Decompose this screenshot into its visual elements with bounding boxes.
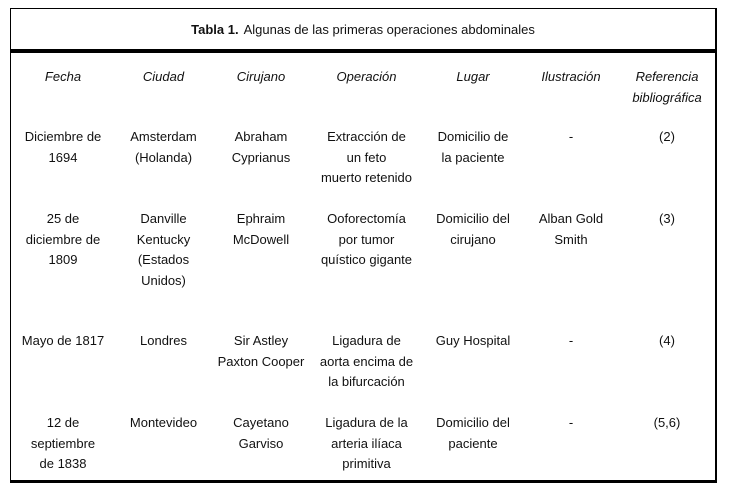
column-header-referencia: Referencia bibliográfica (632, 69, 702, 105)
cell-referencia: (5,6) (653, 415, 681, 430)
cell-referencia: (4) (659, 333, 675, 348)
column-header-operacion: Operación (336, 69, 397, 84)
table-row (11, 209, 715, 331)
cell-lugar: Domicilio de la paciente (437, 129, 509, 165)
cell-lugar: Domicilio del cirujano (436, 211, 510, 247)
cell-fecha: Diciembre de 1694 (24, 129, 102, 165)
table-row (11, 331, 715, 413)
cell-cirujano: Abraham Cyprianus (231, 129, 291, 165)
cell-ilustracion: - (568, 333, 574, 348)
cell-lugar: Guy Hospital (435, 333, 511, 348)
cell-ilustracion: - (568, 129, 574, 144)
table-row (11, 127, 715, 209)
cell-ciudad: Danville Kentucky (Estados Unidos) (136, 211, 191, 288)
table-frame (10, 8, 717, 483)
cell-operacion: Extracción de un feto muerto retenido (320, 129, 413, 185)
header-row (11, 67, 715, 127)
column-header-ciudad: Ciudad (142, 69, 185, 84)
cell-ilustracion: - (568, 415, 574, 430)
cell-ciudad: Amsterdam (Holanda) (130, 129, 197, 165)
cell-referencia: (2) (659, 129, 675, 144)
cell-lugar: Domicilio del paciente (436, 415, 510, 451)
cell-cirujano: Ephraim McDowell (232, 211, 290, 247)
cell-referencia: (3) (659, 211, 675, 226)
cell-ilustracion: Alban Gold Smith (538, 211, 604, 247)
cell-fecha: Mayo de 1817 (21, 333, 105, 348)
column-header-fecha: Fecha (44, 69, 82, 84)
column-header-cirujano: Cirujano (236, 69, 286, 84)
cell-operacion: Ligadura de aorta encima de la bifurcación (319, 333, 414, 389)
cell-operacion: Ooforectomía por tumor quístico gigante (320, 211, 413, 267)
cell-ciudad: Londres (140, 333, 187, 348)
cell-fecha: 12 de septiembre de 1838 (30, 415, 96, 471)
cell-operacion: Ligadura de la arteria ilíaca primitiva (325, 415, 408, 471)
cell-fecha: 25 de diciembre de 1809 (25, 211, 101, 267)
column-header-ilustracion: Ilustración (541, 69, 601, 84)
table-row (11, 413, 715, 483)
table-caption (11, 9, 715, 49)
cell-ciudad: Montevideo (129, 415, 198, 430)
header-divider (11, 49, 715, 53)
cell-cirujano: Sir Astley Paxton Cooper (217, 333, 305, 369)
cell-cirujano: Cayetano Garviso (233, 415, 289, 451)
caption-label: Tabla 1. (191, 21, 239, 37)
operations-table (11, 67, 715, 483)
column-header-lugar: Lugar (456, 69, 490, 84)
caption-text: Algunas de las primeras operaciones abdominales (243, 21, 535, 37)
